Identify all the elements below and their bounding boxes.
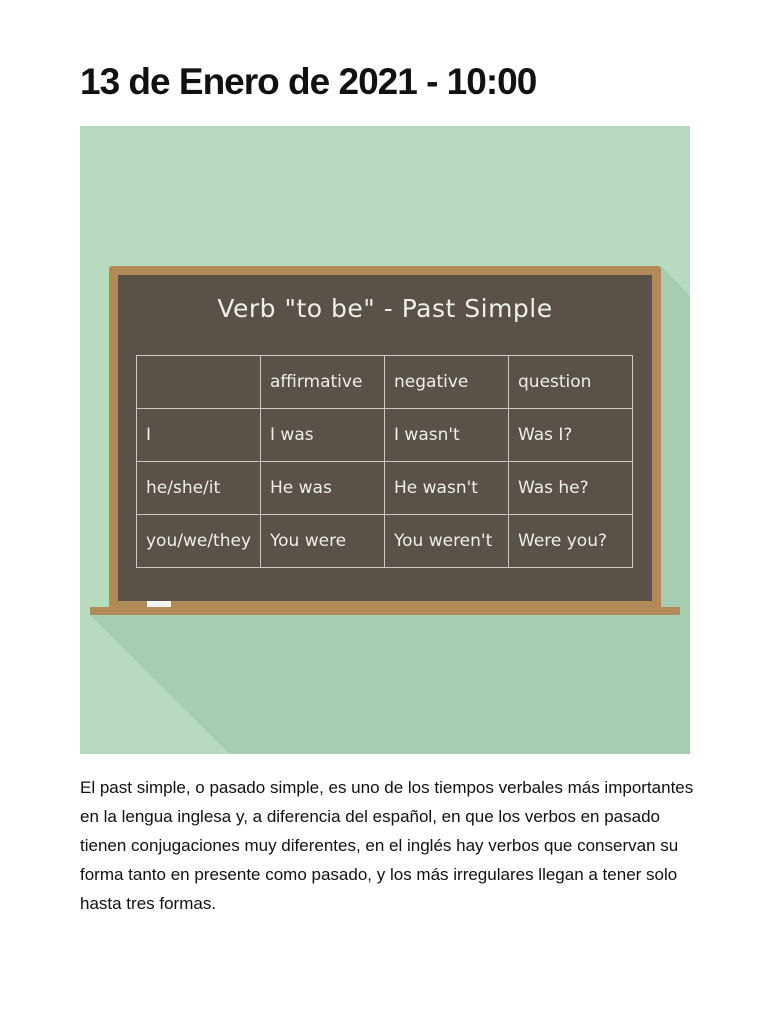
table-header-cell [137,356,261,409]
table-row [137,515,633,568]
table-cell: He was [261,462,385,515]
table-cell: you/we/they [137,515,261,568]
table-cell: I [137,409,261,462]
table-header-row [137,356,633,409]
table-cell: Was he? [509,462,633,515]
table-cell: Were you? [509,515,633,568]
verb-conjugation-table [136,355,633,568]
table-row [137,409,633,462]
table-cell: he/she/it [137,462,261,515]
table-header-cell: question [509,356,633,409]
table-cell: I was [261,409,385,462]
table-header-cell: affirmative [261,356,385,409]
table-cell: He wasn't [385,462,509,515]
table-header-cell: negative [385,356,509,409]
chalkboard-illustration [80,126,690,754]
table-cell: Was I? [509,409,633,462]
chalk-piece [147,601,171,607]
table-cell: I wasn't [385,409,509,462]
table-cell: You weren't [385,515,509,568]
table-cell: You were [261,515,385,568]
article-paragraph: El past simple, o pasado simple, es uno de los tiempos verbales más importantes en la lengua inglesa y, a diferencia del español, en que los verbos en pasado tienen conjugaciones muy diferentes, en el inglés hay verbos que conservan su forma tanto en presente como pasado, y los más irregulares llegan a tener solo hasta tres formas. [80,778,694,913]
chalkboard-ledge [90,607,680,615]
table-row [137,462,633,515]
chalkboard-title: Verb "to be" - Past Simple [217,294,553,323]
page-title: 13 de Enero de 2021 - 10:00 [80,61,537,102]
